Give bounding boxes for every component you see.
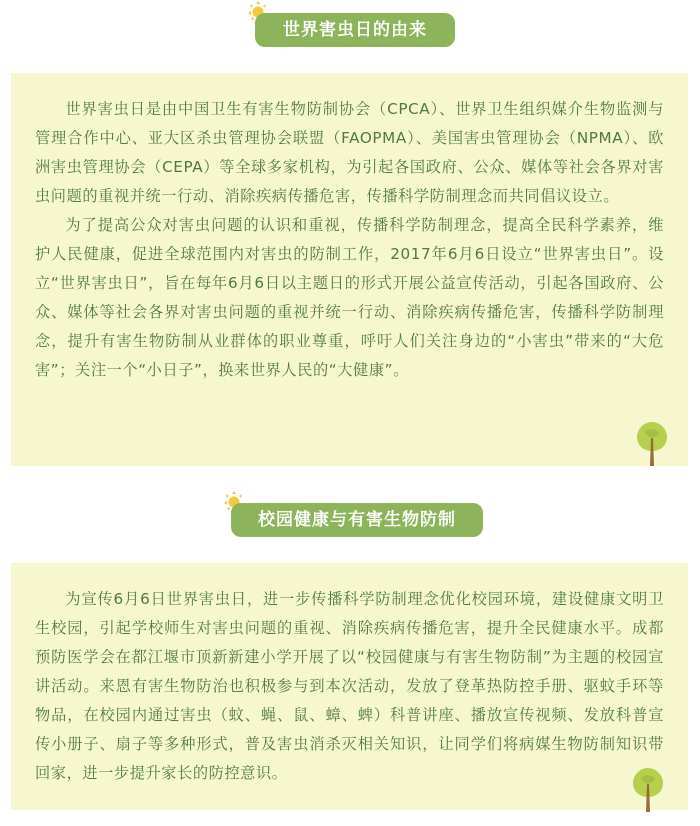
- tree-icon: [635, 420, 669, 466]
- paragraph: 为了提高公众对害虫问题的认识和重视，传播科学防制理念，提高全民科学素养，维护人民健康，促进全球范围内对害虫的防制工作，2017年6月6日设立“世界害虫日”。设立“世界害虫日”，旨在每年6月6日以主题日的形式开展公益宣传活动，引起各国政府、公众、媒体等社会各界对害虫问题的重视并统一行动、消除疾病传播危害，传播科学防制理念，提升有害生物防制从业群体的职业尊重，呼吁人们关注身边的“小害虫”带来的“大危害”；关注一个“小日子”，换来世界人民的“大健康”。: [35, 216, 664, 379]
- section-title: 校园健康与有害生物防制: [231, 503, 483, 537]
- tree-icon: [631, 766, 665, 812]
- section-title: 世界害虫日的由来: [255, 13, 455, 47]
- section-2-header: [224, 503, 484, 539]
- section-2-content-box: [11, 563, 688, 810]
- paragraph: 世界害虫日是由中国卫生有害生物防制协会（CPCA）、世界卫生组织媒介生物监测与管理合作中心、亚大区杀虫管理协会联盟（FAOPMA）、美国害虫管理协会（NPMA）、欧洲害虫管理协会（CEPA）等全球多家机构，为引起各国政府、公众、媒体等社会各界对害虫问题的重视并统一行动、消除疾病传播危害，传播科学防制理念而共同倡议设立。: [35, 100, 664, 205]
- section-1-header: [248, 13, 458, 49]
- paragraph: 为宣传6月6日世界害虫日，进一步传播科学防制理念优化校园环境，建设健康文明卫生校园，引起学校师生对害虫问题的重视、消除疾病传播危害，提升全民健康水平。成都预防医学会在都江堰市顶新新建小学开展了以“校园健康与有害生物防制”为主题的校园宣讲活动。来恩有害生物防治也积极参与到本次活动，发放了登革热防控手册、驱蚊手环等物品，在校园内通过害虫（蚊、蝇、鼠、蟑、蜱）科普讲座、播放宣传视频、发放科普宣传小册子、扇子等多种形式，普及害虫消杀灭相关知识，让同学们将病媒生物防制知识带回家，进一步提升家长的防控意识。: [35, 590, 664, 782]
- section-1-content-box: [11, 73, 688, 466]
